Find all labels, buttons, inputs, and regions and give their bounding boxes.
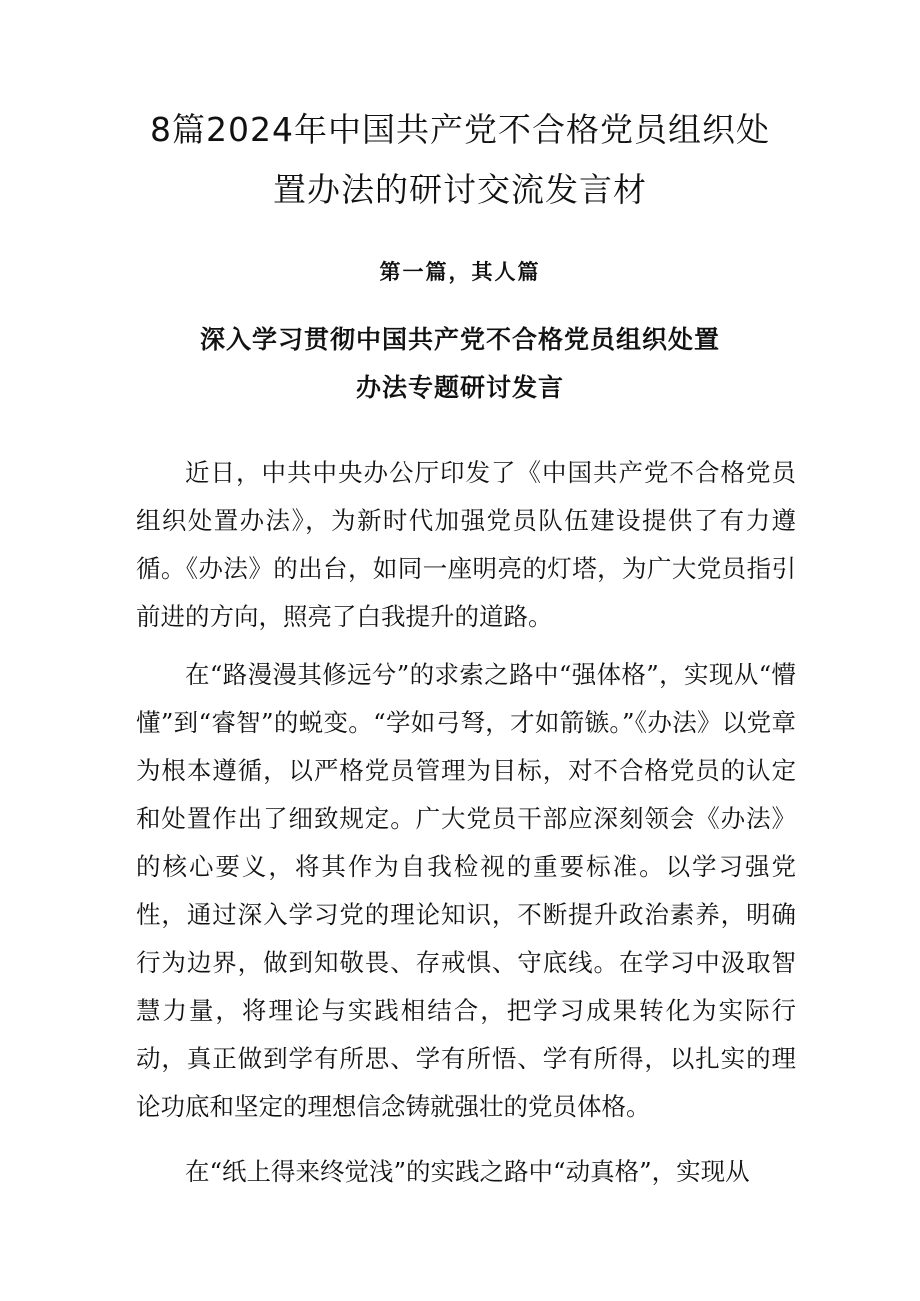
document-title-line-2: 置办法的研讨交流发言材 [273, 170, 647, 209]
article-title-line-2: 办法专题研讨发言 [355, 373, 564, 402]
section-label: 第一篇，其人篇 [379, 259, 541, 284]
body-paragraph-1: 近日，中共中央办公厅印发了《中国共产党不合格党员组织处置办法》，为新时代加强党员队伍建设提供了有力遵循。《办法》的出台，如同一座明亮的灯塔，为广大党员指引前进的方向，照亮了白我提升的道路。 [136, 457, 796, 631]
document-title [0, 100, 920, 220]
body-paragraph-3: 在“纸上得来终觉浅”的实践之路中“动真格”，实现从 [185, 1156, 750, 1186]
document-title-line-1: 8篇2024年中国共产党不合格党员组织处 [150, 110, 770, 149]
article-title [0, 316, 920, 412]
body-paragraph-2: 在“路漫漫其修远兮”的求索之路中“强体格”，实现从“懵懂”到“睿智”的蜕变。“学如弓弩，才如箭镞。”《办法》以党章为根本遵循，以严格党员管理为目标，对不合格党员的认定和处置作出了细致规定。广大党员干部应深刻领会《办法》的核心要义，将其作为自我检视的重要标准。以学习强党性，通过深入学习党的理论知识，不断提升政治素养，明确行为边界，做到知敬畏、存戒惧、守底线。在学习中汲取智慧力量，将理论与实践相结合，把学习成果转化为实际行动，真正做到学有所思、学有所悟、学有所得，以扎实的理论功底和坚定的理想信念铸就强壮的党员体格。 [136, 659, 796, 1121]
article-title-line-1: 深入学习贯彻中国共产党不合格党员组织处置 [199, 325, 720, 354]
